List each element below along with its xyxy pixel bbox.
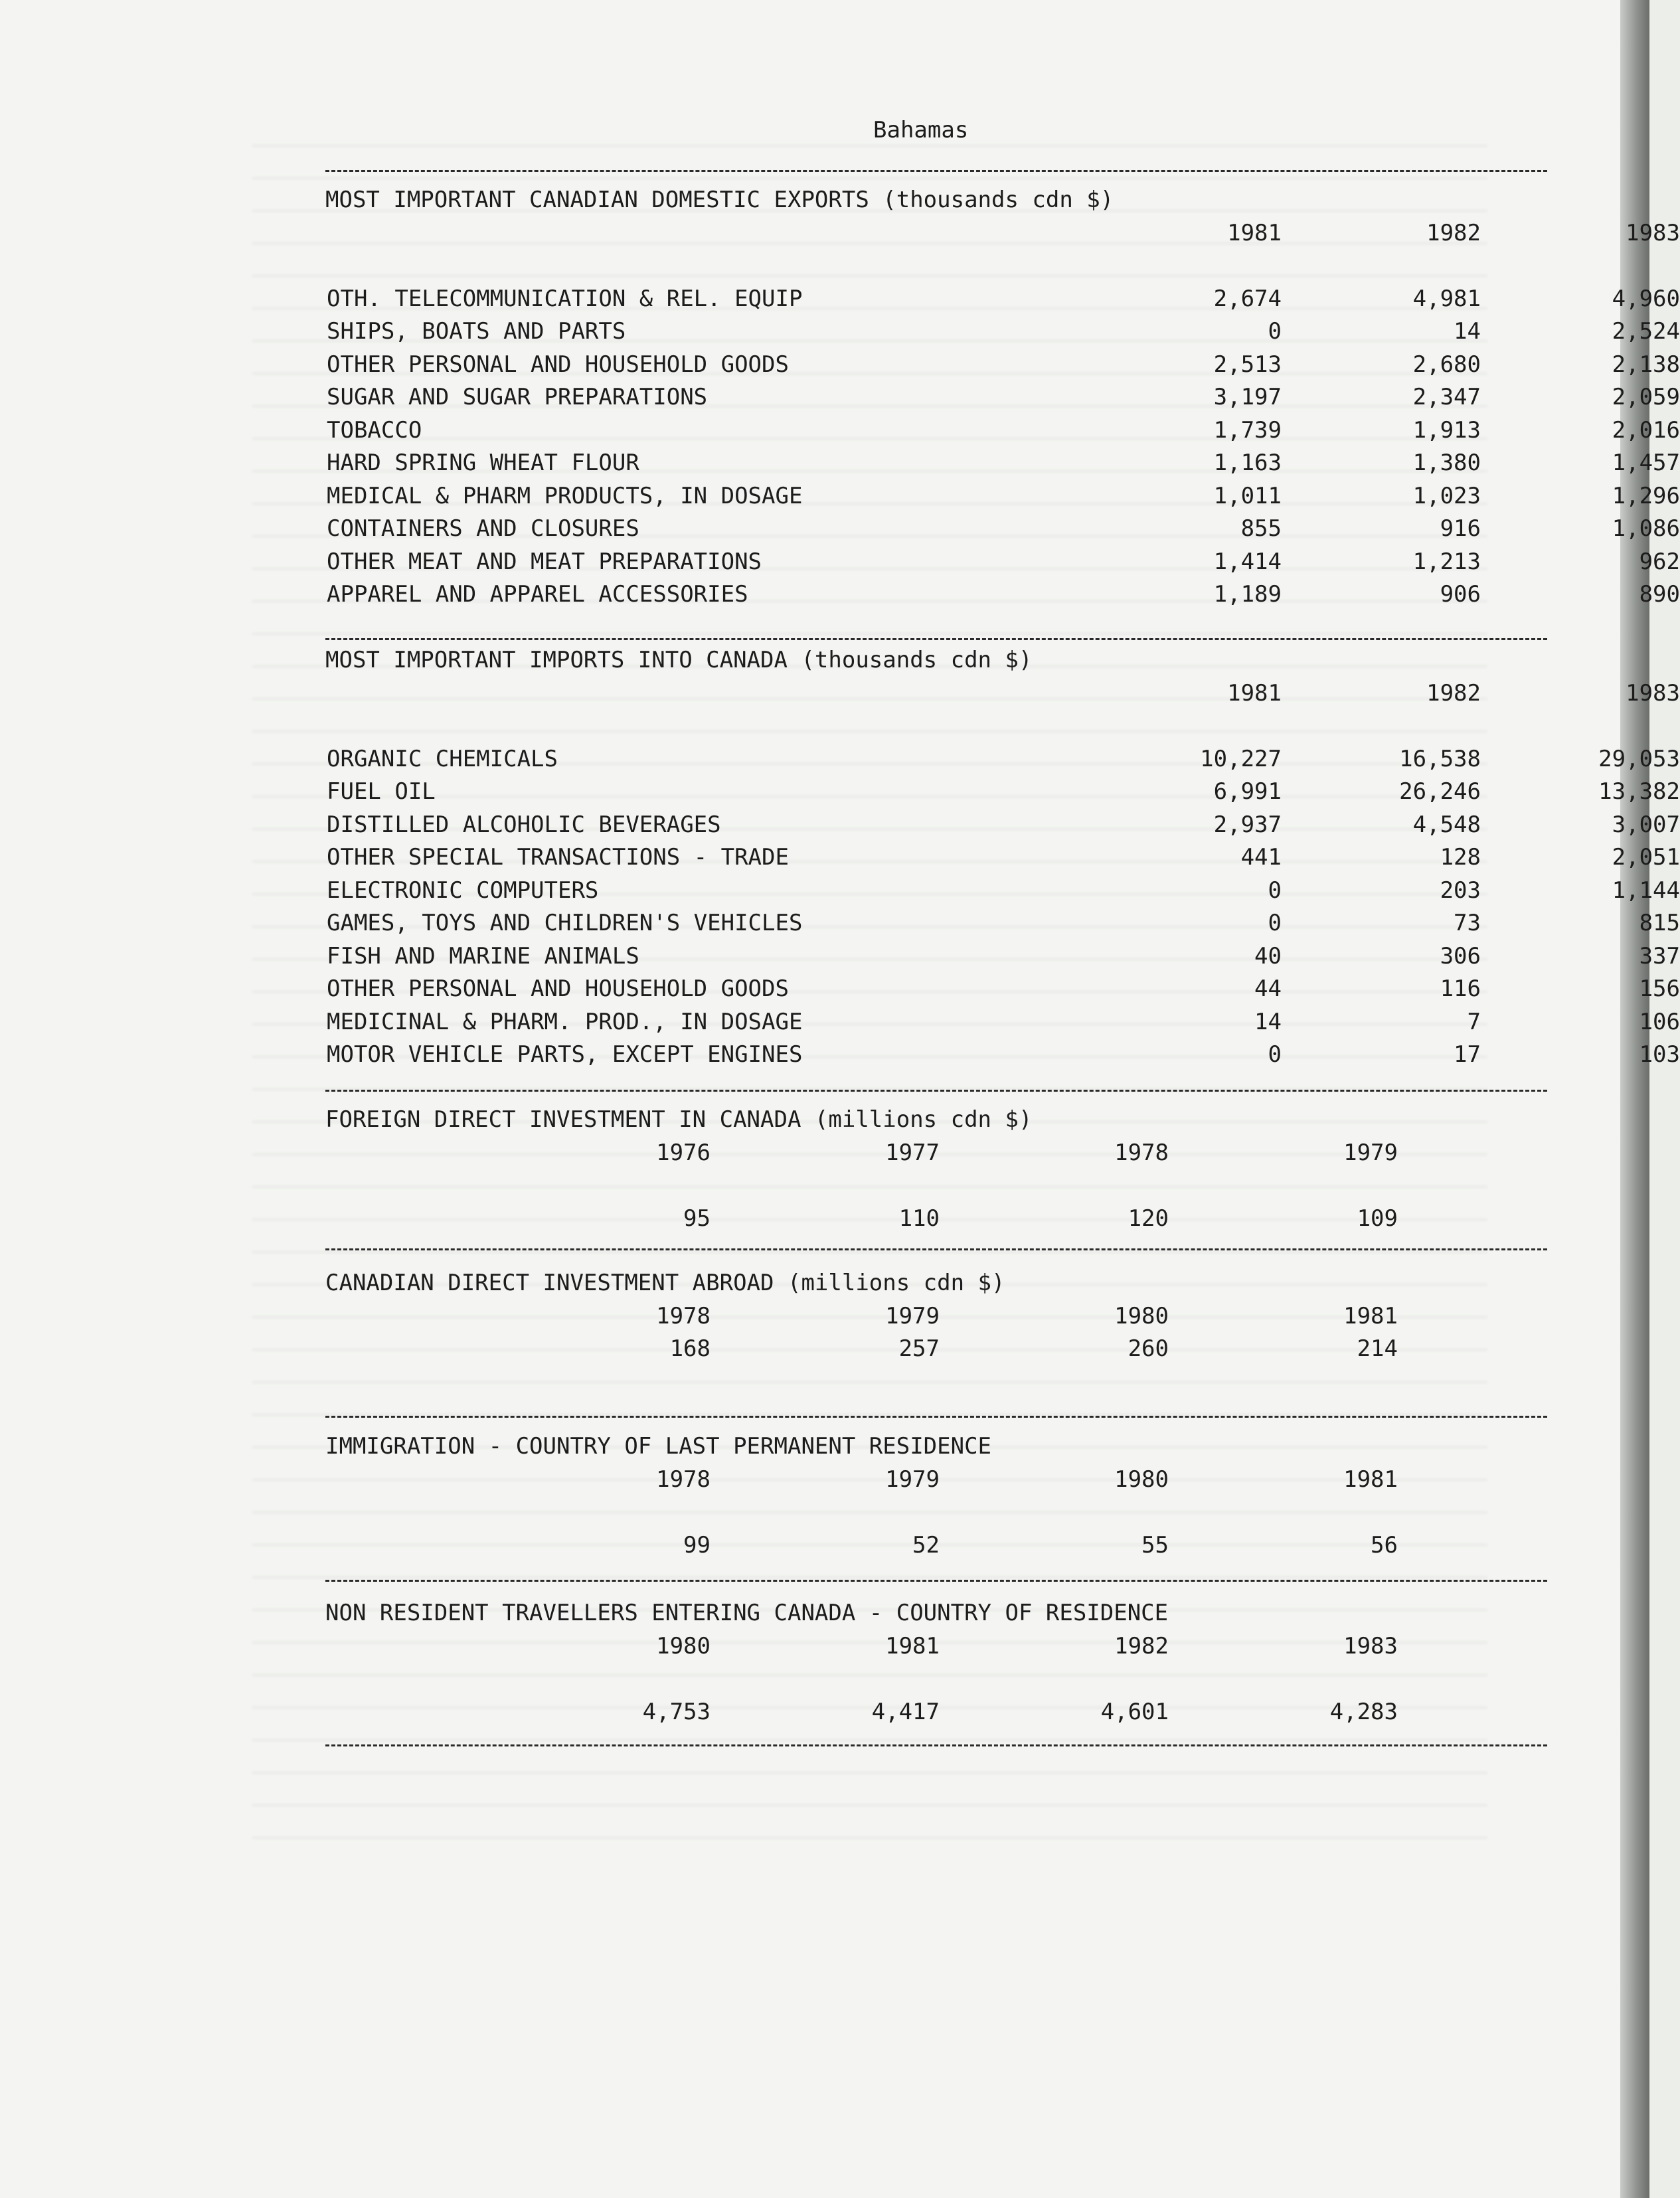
divider	[325, 1090, 1547, 1092]
year-label: 1980	[1114, 1466, 1169, 1493]
table-row	[325, 809, 1680, 842]
value-cell: 1,144	[1612, 877, 1680, 904]
row-label: CONTAINERS AND CLOSURES	[327, 515, 639, 542]
table-row	[325, 1039, 1680, 1072]
value-cell: 14	[1454, 318, 1481, 345]
value-cell: 1,163	[1213, 450, 1282, 476]
value-cell: 2,138	[1612, 351, 1680, 378]
value-cell: 260	[1128, 1335, 1169, 1362]
value-cell: 116	[1440, 975, 1481, 1002]
value-cell: 203	[1440, 877, 1481, 904]
value-cell: 95	[683, 1205, 711, 1232]
value-cell: 56	[1371, 1531, 1398, 1559]
exports-section	[325, 184, 1680, 612]
value-cell: 306	[1440, 942, 1481, 970]
cdia-heading: CANADIAN DIRECT INVESTMENT ABROAD (millions cdn $)	[325, 1270, 1005, 1296]
row-label: TOBACCO	[327, 416, 422, 444]
value-cell: 6,991	[1213, 778, 1282, 805]
row-label: ORGANIC CHEMICALS	[327, 745, 558, 772]
value-cell: 106	[1639, 1008, 1680, 1035]
value-cell: 1,023	[1412, 482, 1481, 509]
exports-heading: MOST IMPORTANT CANADIAN DOMESTIC EXPORTS (thousands cdn $)	[325, 187, 1114, 213]
year-label: 1983	[1626, 219, 1680, 246]
value-cell: 44	[1254, 975, 1282, 1002]
row-label: GAMES, TOYS AND CHILDREN'S VEHICLES	[327, 910, 803, 936]
value-cell: 0	[1268, 877, 1282, 904]
immigration-years	[325, 1464, 1547, 1497]
travellers-years	[325, 1630, 1547, 1663]
year-label: 1981	[1227, 679, 1282, 707]
table-row	[325, 480, 1680, 513]
year-label: 1982	[1426, 219, 1481, 246]
value-cell: 3,197	[1213, 384, 1282, 410]
year-label: 1979	[885, 1302, 940, 1329]
divider	[325, 1744, 1547, 1746]
value-cell: 13,382	[1598, 778, 1680, 805]
row-label: SHIPS, BOATS AND PARTS	[327, 318, 626, 345]
divider	[325, 170, 1547, 172]
value-cell: 1,213	[1412, 548, 1481, 575]
value-cell: 1,739	[1213, 416, 1282, 444]
year-label: 1978	[656, 1466, 711, 1493]
value-cell: 2,347	[1412, 384, 1481, 410]
divider	[325, 1416, 1547, 1418]
value-cell: 2,937	[1213, 811, 1282, 838]
cdia-values	[325, 1333, 1547, 1366]
value-cell: 17	[1454, 1041, 1481, 1068]
row-label: ELECTRONIC COMPUTERS	[327, 877, 599, 904]
table-row	[325, 381, 1680, 414]
year-label: 1981	[885, 1632, 940, 1659]
exports-year-header	[325, 217, 1680, 250]
value-cell: 1,457	[1612, 450, 1680, 476]
page-title: Bahamas	[873, 117, 969, 143]
table-row	[325, 414, 1680, 448]
imports-heading: MOST IMPORTANT IMPORTS INTO CANADA (thousands cdn $)	[325, 647, 1033, 673]
value-cell: 10,227	[1200, 745, 1282, 772]
row-label: FISH AND MARINE ANIMALS	[327, 942, 639, 970]
value-cell: 110	[898, 1205, 940, 1232]
value-cell: 7	[1467, 1008, 1481, 1035]
value-cell: 109	[1357, 1205, 1398, 1232]
row-label: SUGAR AND SUGAR PREPARATIONS	[327, 384, 708, 410]
imports-table	[325, 743, 1680, 1072]
row-label: MEDICAL & PHARM PRODUCTS, IN DOSAGE	[327, 482, 803, 509]
year-label: 1982	[1426, 679, 1481, 707]
value-cell: 2,016	[1612, 416, 1680, 444]
table-row	[325, 349, 1680, 382]
value-cell: 214	[1357, 1335, 1398, 1362]
row-label: OTH. TELECOMMUNICATION & REL. EQUIP	[327, 285, 803, 312]
value-cell: 962	[1639, 548, 1680, 575]
year-label: 1980	[1114, 1302, 1169, 1329]
table-row	[325, 841, 1680, 875]
value-cell: 257	[898, 1335, 940, 1362]
value-cell: 4,601	[1100, 1698, 1169, 1725]
table-row	[325, 743, 1680, 776]
table-row	[325, 447, 1680, 480]
fdi-heading: FOREIGN DIRECT INVESTMENT IN CANADA (millions cdn $)	[325, 1106, 1033, 1133]
value-cell: 890	[1639, 581, 1680, 608]
value-cell: 2,680	[1412, 351, 1481, 378]
immigration-heading: IMMIGRATION - COUNTRY OF LAST PERMANENT RESIDENCE	[325, 1433, 992, 1460]
value-cell: 1,913	[1412, 416, 1481, 444]
row-label: HARD SPRING WHEAT FLOUR	[327, 450, 639, 476]
immigration-values	[325, 1529, 1547, 1563]
row-label: OTHER SPECIAL TRANSACTIONS - TRADE	[327, 844, 789, 871]
row-label: MOTOR VEHICLE PARTS, EXCEPT ENGINES	[327, 1041, 803, 1068]
row-label: OTHER PERSONAL AND HOUSEHOLD GOODS	[327, 975, 789, 1002]
row-label: MEDICINAL & PHARM. PROD., IN DOSAGE	[327, 1008, 803, 1035]
table-row	[325, 973, 1680, 1006]
row-label: OTHER MEAT AND MEAT PREPARATIONS	[327, 548, 762, 575]
value-cell: 0	[1268, 910, 1282, 936]
table-row	[325, 907, 1680, 940]
year-label: 1981	[1227, 219, 1282, 246]
value-cell: 156	[1639, 975, 1680, 1002]
year-label: 1981	[1343, 1466, 1398, 1493]
year-label: 1978	[656, 1302, 711, 1329]
year-label: 1981	[1343, 1302, 1398, 1329]
table-row	[325, 776, 1680, 809]
imports-year-header	[325, 677, 1680, 711]
value-cell: 4,283	[1329, 1698, 1398, 1725]
value-cell: 2,513	[1213, 351, 1282, 378]
value-cell: 916	[1440, 515, 1481, 542]
value-cell: 168	[669, 1335, 711, 1362]
fdi-years	[325, 1137, 1547, 1170]
year-label: 1979	[885, 1466, 940, 1493]
value-cell: 29,053	[1598, 745, 1680, 772]
value-cell: 40	[1254, 942, 1282, 970]
value-cell: 73	[1454, 910, 1481, 936]
value-cell: 120	[1128, 1205, 1169, 1232]
value-cell: 1,414	[1213, 548, 1282, 575]
value-cell: 2,059	[1612, 384, 1680, 410]
cdia-years	[325, 1300, 1547, 1333]
table-row	[325, 875, 1680, 908]
value-cell: 815	[1639, 910, 1680, 936]
year-label: 1980	[656, 1632, 711, 1659]
year-label: 1982	[1114, 1632, 1169, 1659]
value-cell: 441	[1240, 844, 1282, 871]
imports-section	[325, 644, 1680, 1072]
travellers-values	[325, 1696, 1547, 1729]
value-cell: 4,753	[642, 1698, 711, 1725]
row-label: DISTILLED ALCOHOLIC BEVERAGES	[327, 811, 721, 838]
value-cell: 1,189	[1213, 581, 1282, 608]
value-cell: 3,007	[1612, 811, 1680, 838]
fdi-values	[325, 1203, 1547, 1236]
value-cell: 4,981	[1412, 285, 1481, 312]
value-cell: 26,246	[1399, 778, 1481, 805]
value-cell: 4,960	[1612, 285, 1680, 312]
value-cell: 855	[1240, 515, 1282, 542]
value-cell: 1,296	[1612, 482, 1680, 509]
value-cell: 16,538	[1399, 745, 1481, 772]
table-row	[325, 940, 1680, 973]
value-cell: 0	[1268, 318, 1282, 345]
table-row	[325, 546, 1680, 579]
value-cell: 1,086	[1612, 515, 1680, 542]
value-cell: 52	[912, 1531, 940, 1559]
row-label: OTHER PERSONAL AND HOUSEHOLD GOODS	[327, 351, 789, 378]
value-cell: 103	[1639, 1041, 1680, 1068]
table-row	[325, 315, 1680, 349]
table-row	[325, 283, 1680, 316]
value-cell: 99	[683, 1531, 711, 1559]
value-cell: 1,011	[1213, 482, 1282, 509]
travellers-heading: NON RESIDENT TRAVELLERS ENTERING CANADA - COUNTRY OF RESIDENCE	[325, 1600, 1169, 1626]
year-label: 1979	[1343, 1139, 1398, 1166]
value-cell: 2,674	[1213, 285, 1282, 312]
value-cell: 55	[1141, 1531, 1169, 1559]
value-cell: 337	[1639, 942, 1680, 970]
travellers-section	[325, 1597, 1547, 1729]
year-label: 1978	[1114, 1139, 1169, 1166]
year-label: 1977	[885, 1139, 940, 1166]
value-cell: 0	[1268, 1041, 1282, 1068]
row-label: FUEL OIL	[327, 778, 436, 805]
value-cell: 906	[1440, 581, 1481, 608]
year-label: 1983	[1626, 679, 1680, 707]
table-row	[325, 578, 1680, 612]
value-cell: 128	[1440, 844, 1481, 871]
year-label: 1976	[656, 1139, 711, 1166]
fdi-section	[325, 1104, 1547, 1235]
exports-table	[325, 283, 1680, 612]
value-cell: 2,051	[1612, 844, 1680, 871]
cdia-section	[325, 1267, 1547, 1366]
value-cell: 2,524	[1612, 318, 1680, 345]
value-cell: 4,417	[871, 1698, 940, 1725]
table-row	[325, 1006, 1680, 1039]
row-label: APPAREL AND APPAREL ACCESSORIES	[327, 581, 748, 608]
immigration-section	[325, 1430, 1547, 1562]
value-cell: 1,380	[1412, 450, 1481, 476]
table-row	[325, 513, 1680, 546]
value-cell: 14	[1254, 1008, 1282, 1035]
divider	[325, 1580, 1547, 1582]
year-label: 1983	[1343, 1632, 1398, 1659]
value-cell: 4,548	[1412, 811, 1481, 838]
divider	[325, 1248, 1547, 1250]
divider	[325, 638, 1547, 640]
